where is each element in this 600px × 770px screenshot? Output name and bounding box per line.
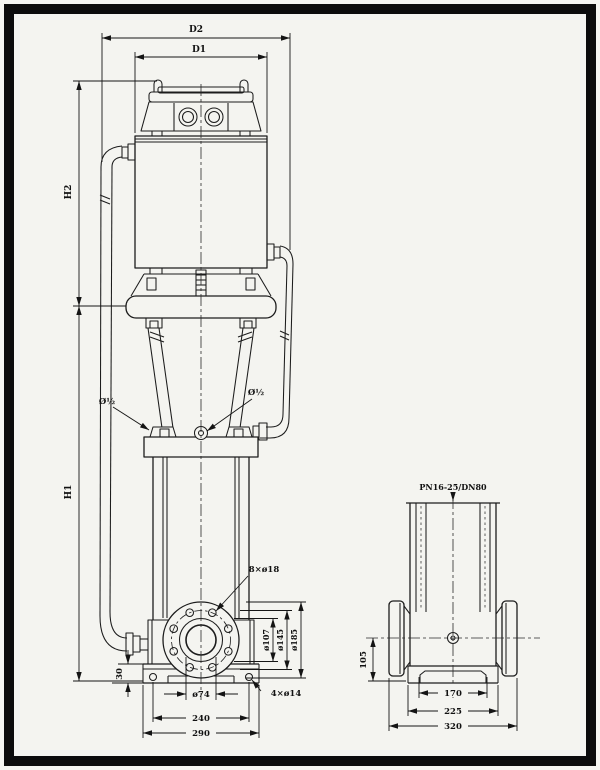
dim-label-d107: ø107 (261, 628, 271, 652)
dim-label-d185: ø185 (289, 628, 299, 652)
side-flange-right (502, 601, 517, 676)
plug-label-left: Ø½ (98, 397, 116, 407)
dim-label-h1: H1 (64, 484, 74, 500)
dim-label-d1: D1 (191, 45, 207, 55)
plug-label-right: Ø½ (247, 388, 265, 398)
dim-label-105: 105 (359, 651, 369, 669)
dim-label-320: 320 (444, 722, 462, 732)
dim-label-d145: ø145 (275, 628, 285, 652)
dim-label-290: 290 (192, 729, 210, 739)
dim-label-30: 30 (115, 668, 125, 680)
dim-label-225: 225 (444, 707, 462, 717)
baseholes-label: 4×ø14 (270, 689, 302, 699)
dim-label-h2: H2 (64, 184, 74, 200)
dim-label-170: 170 (444, 689, 462, 699)
flange-spec-label: PN16-25/DN80 (419, 482, 487, 492)
base-hole-right (246, 674, 253, 681)
boltholes-label: 8×ø18 (248, 565, 280, 575)
dim-label-d2: D2 (188, 25, 204, 35)
side-flange-left (389, 601, 404, 676)
dim-label-d74: ø74 (192, 690, 210, 700)
base-hole-left (150, 674, 157, 681)
dim-label-240: 240 (192, 714, 210, 724)
